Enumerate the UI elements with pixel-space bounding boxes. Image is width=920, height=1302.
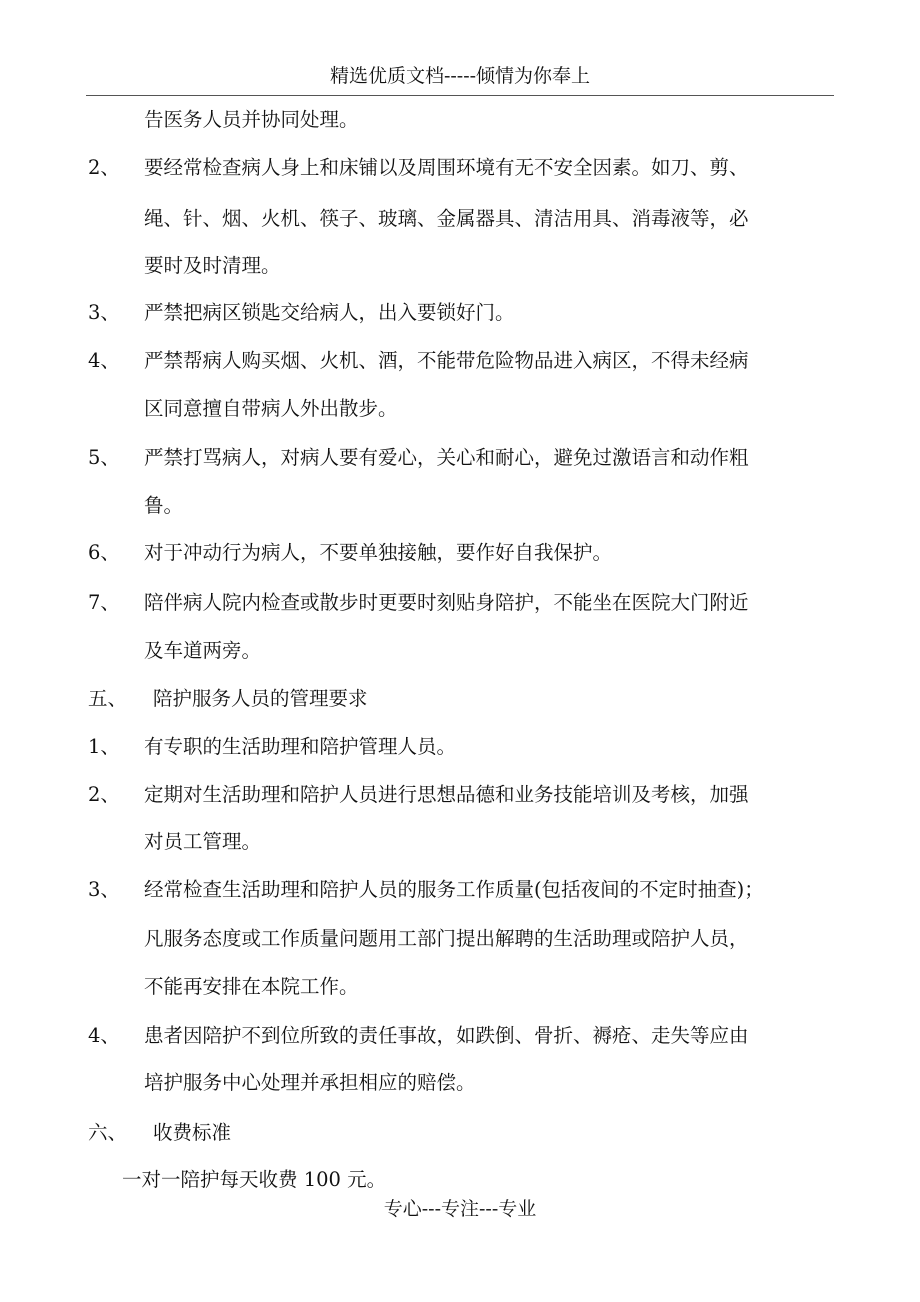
item-text: 定期对生活助理和陪护人员进行思想品德和业务技能培训及考核，加强 bbox=[144, 783, 749, 806]
item-text: 鲁。 bbox=[144, 494, 184, 517]
item-number: 3、 bbox=[88, 878, 120, 901]
item-number: 5、 bbox=[88, 446, 120, 469]
item-text: 要时及时清理。 bbox=[144, 254, 281, 277]
item-text: 绳、针、烟、火机、筷子、玻璃、金属器具、清洁用具、消毒液等，必 bbox=[144, 207, 749, 230]
section-number: 五、 bbox=[88, 687, 128, 710]
item-text: 经常检查生活助理和陪护人员的服务工作质量(包括夜间的不定时抽查)； bbox=[144, 878, 764, 901]
item-number: 4、 bbox=[88, 349, 120, 372]
section-title: 收费标准 bbox=[153, 1121, 232, 1144]
item-text: 及车道两旁。 bbox=[144, 639, 262, 662]
item-text: 严禁帮病人购买烟、火机、酒，不能带危险物品进入病区，不得未经病 bbox=[144, 349, 749, 372]
section-number: 六、 bbox=[88, 1121, 128, 1144]
item-text: 不能再安排在本院工作。 bbox=[144, 975, 359, 998]
section-title: 陪护服务人员的管理要求 bbox=[153, 687, 368, 710]
continuation-line: 告医务人员并协同处理。 bbox=[144, 108, 359, 131]
item-number: 2、 bbox=[88, 783, 120, 806]
item-text: 对于冲动行为病人，不要单独接触，要作好自我保护。 bbox=[144, 541, 613, 564]
item-number: 1、 bbox=[88, 735, 120, 758]
item-text: 严禁打骂病人，对病人要有爱心，关心和耐心，避免过激语言和动作粗 bbox=[144, 446, 749, 469]
item-text: 陪伴病人院内检查或散步时更要时刻贴身陪护，不能坐在医院大门附近 bbox=[144, 591, 749, 614]
item-text: 要经常检查病人身上和床铺以及周围环境有无不安全因素。如刀、剪、 bbox=[144, 156, 749, 179]
item-text: 凡服务态度或工作质量问题用工部门提出解聘的生活助理或陪护人员， bbox=[144, 927, 749, 950]
item-number: 6、 bbox=[88, 541, 120, 564]
header-divider bbox=[86, 95, 834, 96]
item-text: 对员工管理。 bbox=[144, 830, 262, 853]
item-text: 培护服务中心处理并承担相应的赔偿。 bbox=[144, 1071, 476, 1094]
item-text: 区同意擅自带病人外出散步。 bbox=[144, 397, 398, 420]
item-text: 严禁把病区锁匙交给病人，出入要锁好门。 bbox=[144, 301, 515, 324]
item-number: 2、 bbox=[88, 156, 120, 179]
page-header: 精选优质文档-----倾情为你奉上 bbox=[329, 65, 591, 87]
page-footer: 专心---专注---专业 bbox=[383, 1198, 537, 1220]
item-number: 7、 bbox=[88, 591, 120, 614]
item-number: 4、 bbox=[88, 1024, 120, 1047]
fee-line: 一对一陪护每天收费 100 元。 bbox=[122, 1168, 387, 1191]
item-text: 患者因陪护不到位所致的责任事故，如跌倒、骨折、褥疮、走失等应由 bbox=[144, 1024, 749, 1047]
item-text: 有专职的生活助理和陪护管理人员。 bbox=[144, 735, 457, 758]
item-number: 3、 bbox=[88, 301, 120, 324]
